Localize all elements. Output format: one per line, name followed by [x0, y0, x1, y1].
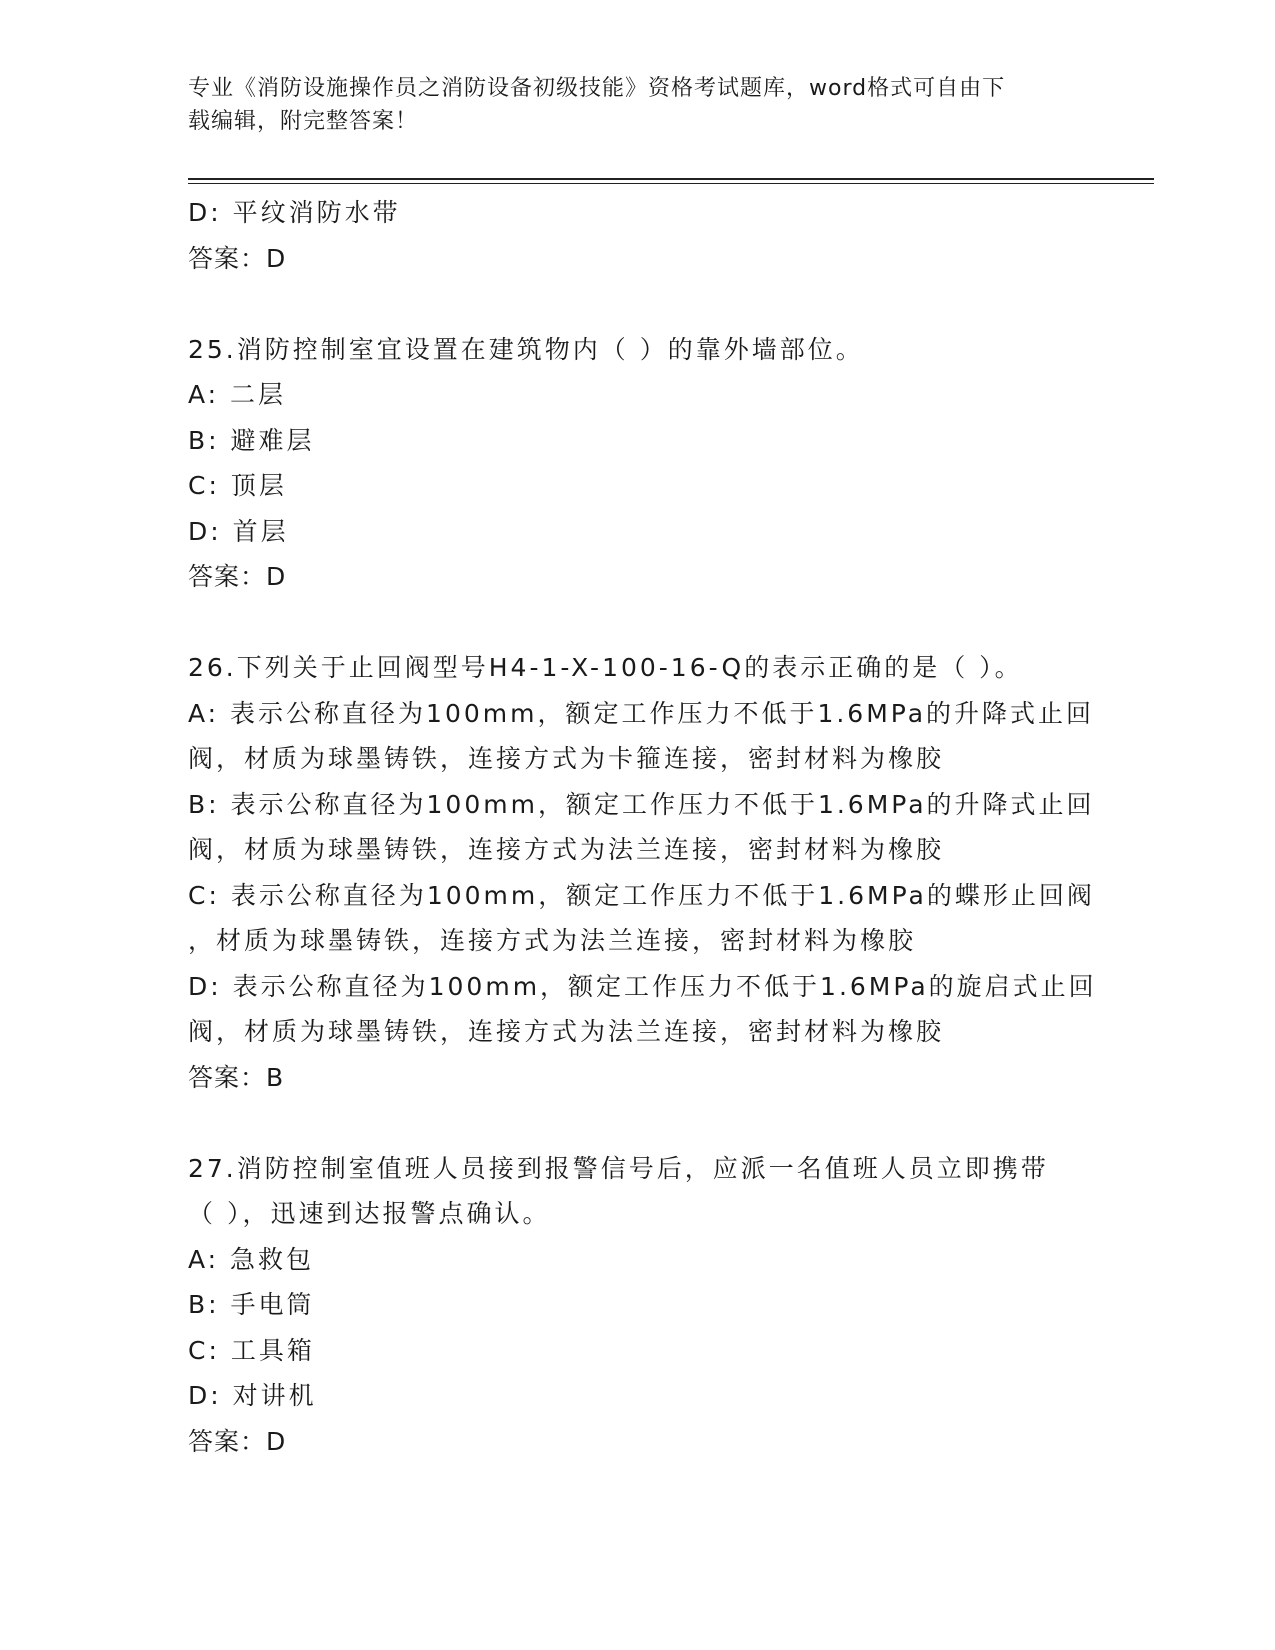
- option-a: A: 二层: [188, 380, 287, 409]
- option-c: C: 顶层: [188, 471, 287, 500]
- answer: 答案：D: [188, 1426, 287, 1456]
- question-stem-continued: （ ），迅速到达报警点确认。: [188, 1199, 551, 1228]
- question-26: [188, 645, 1097, 1100]
- question-stem: 25.消防控制室宜设置在建筑物内（ ）的靠外墙部位。: [188, 334, 864, 364]
- header-line-2: 载编辑，附完整答案！: [188, 109, 419, 134]
- option-d-continued: 阀，材质为球墨铸铁，连接方式为法兰连接，密封材料为橡胶: [188, 1017, 945, 1046]
- option-c: C: 工具箱: [188, 1335, 315, 1365]
- option-a: A: 表示公称直径为100mm，额定工作压力不低于1.6MPa的升降式止回: [188, 698, 1095, 728]
- header-line-1: 专业《消防设施操作员之消防设备初级技能》资格考试题库，word格式可自由下: [188, 76, 1006, 101]
- answer: 答案：B: [188, 1062, 285, 1092]
- question-stem: 27.消防控制室值班人员接到报警信号后，应派一名值班人员立即携带: [188, 1153, 1049, 1183]
- answer: 答案：D: [188, 562, 287, 591]
- answer: 答案：D: [188, 243, 287, 273]
- page-header: [188, 72, 1068, 138]
- question-stem: 26.下列关于止回阀型号H4-1-X-100-16-Q的表示正确的是（ ）。: [188, 653, 1023, 682]
- option-c-continued: ，材质为球墨铸铁，连接方式为法兰连接，密封材料为橡胶: [188, 926, 917, 955]
- option-c: C: 表示公称直径为100mm，额定工作压力不低于1.6MPa的蝶形止回阀: [188, 880, 1095, 910]
- question-27: [188, 1146, 1088, 1465]
- option-d: D: 对讲机: [188, 1381, 317, 1410]
- question-25: [188, 327, 1088, 600]
- header-divider-thin: [188, 183, 1154, 184]
- option-a-continued: 阀，材质为球墨铸铁，连接方式为卡箍连接，密封材料为橡胶: [188, 744, 945, 773]
- option-b: B: 表示公称直径为100mm，额定工作压力不低于1.6MPa的升降式止回: [188, 789, 1095, 819]
- option-d: D: 表示公称直径为100mm，额定工作压力不低于1.6MPa的旋启式止回: [188, 971, 1097, 1001]
- option-b-continued: 阀，材质为球墨铸铁，连接方式为法兰连接，密封材料为橡胶: [188, 835, 945, 864]
- question-list: [188, 190, 1097, 1464]
- option-b: B: 避难层: [188, 425, 315, 455]
- option-a: A: 急救包: [188, 1244, 315, 1274]
- option-d: D: 平纹消防水带: [188, 198, 401, 227]
- header-divider: [188, 178, 1154, 180]
- option-b: B: 手电筒: [188, 1290, 315, 1319]
- option-d: D: 首层: [188, 516, 289, 546]
